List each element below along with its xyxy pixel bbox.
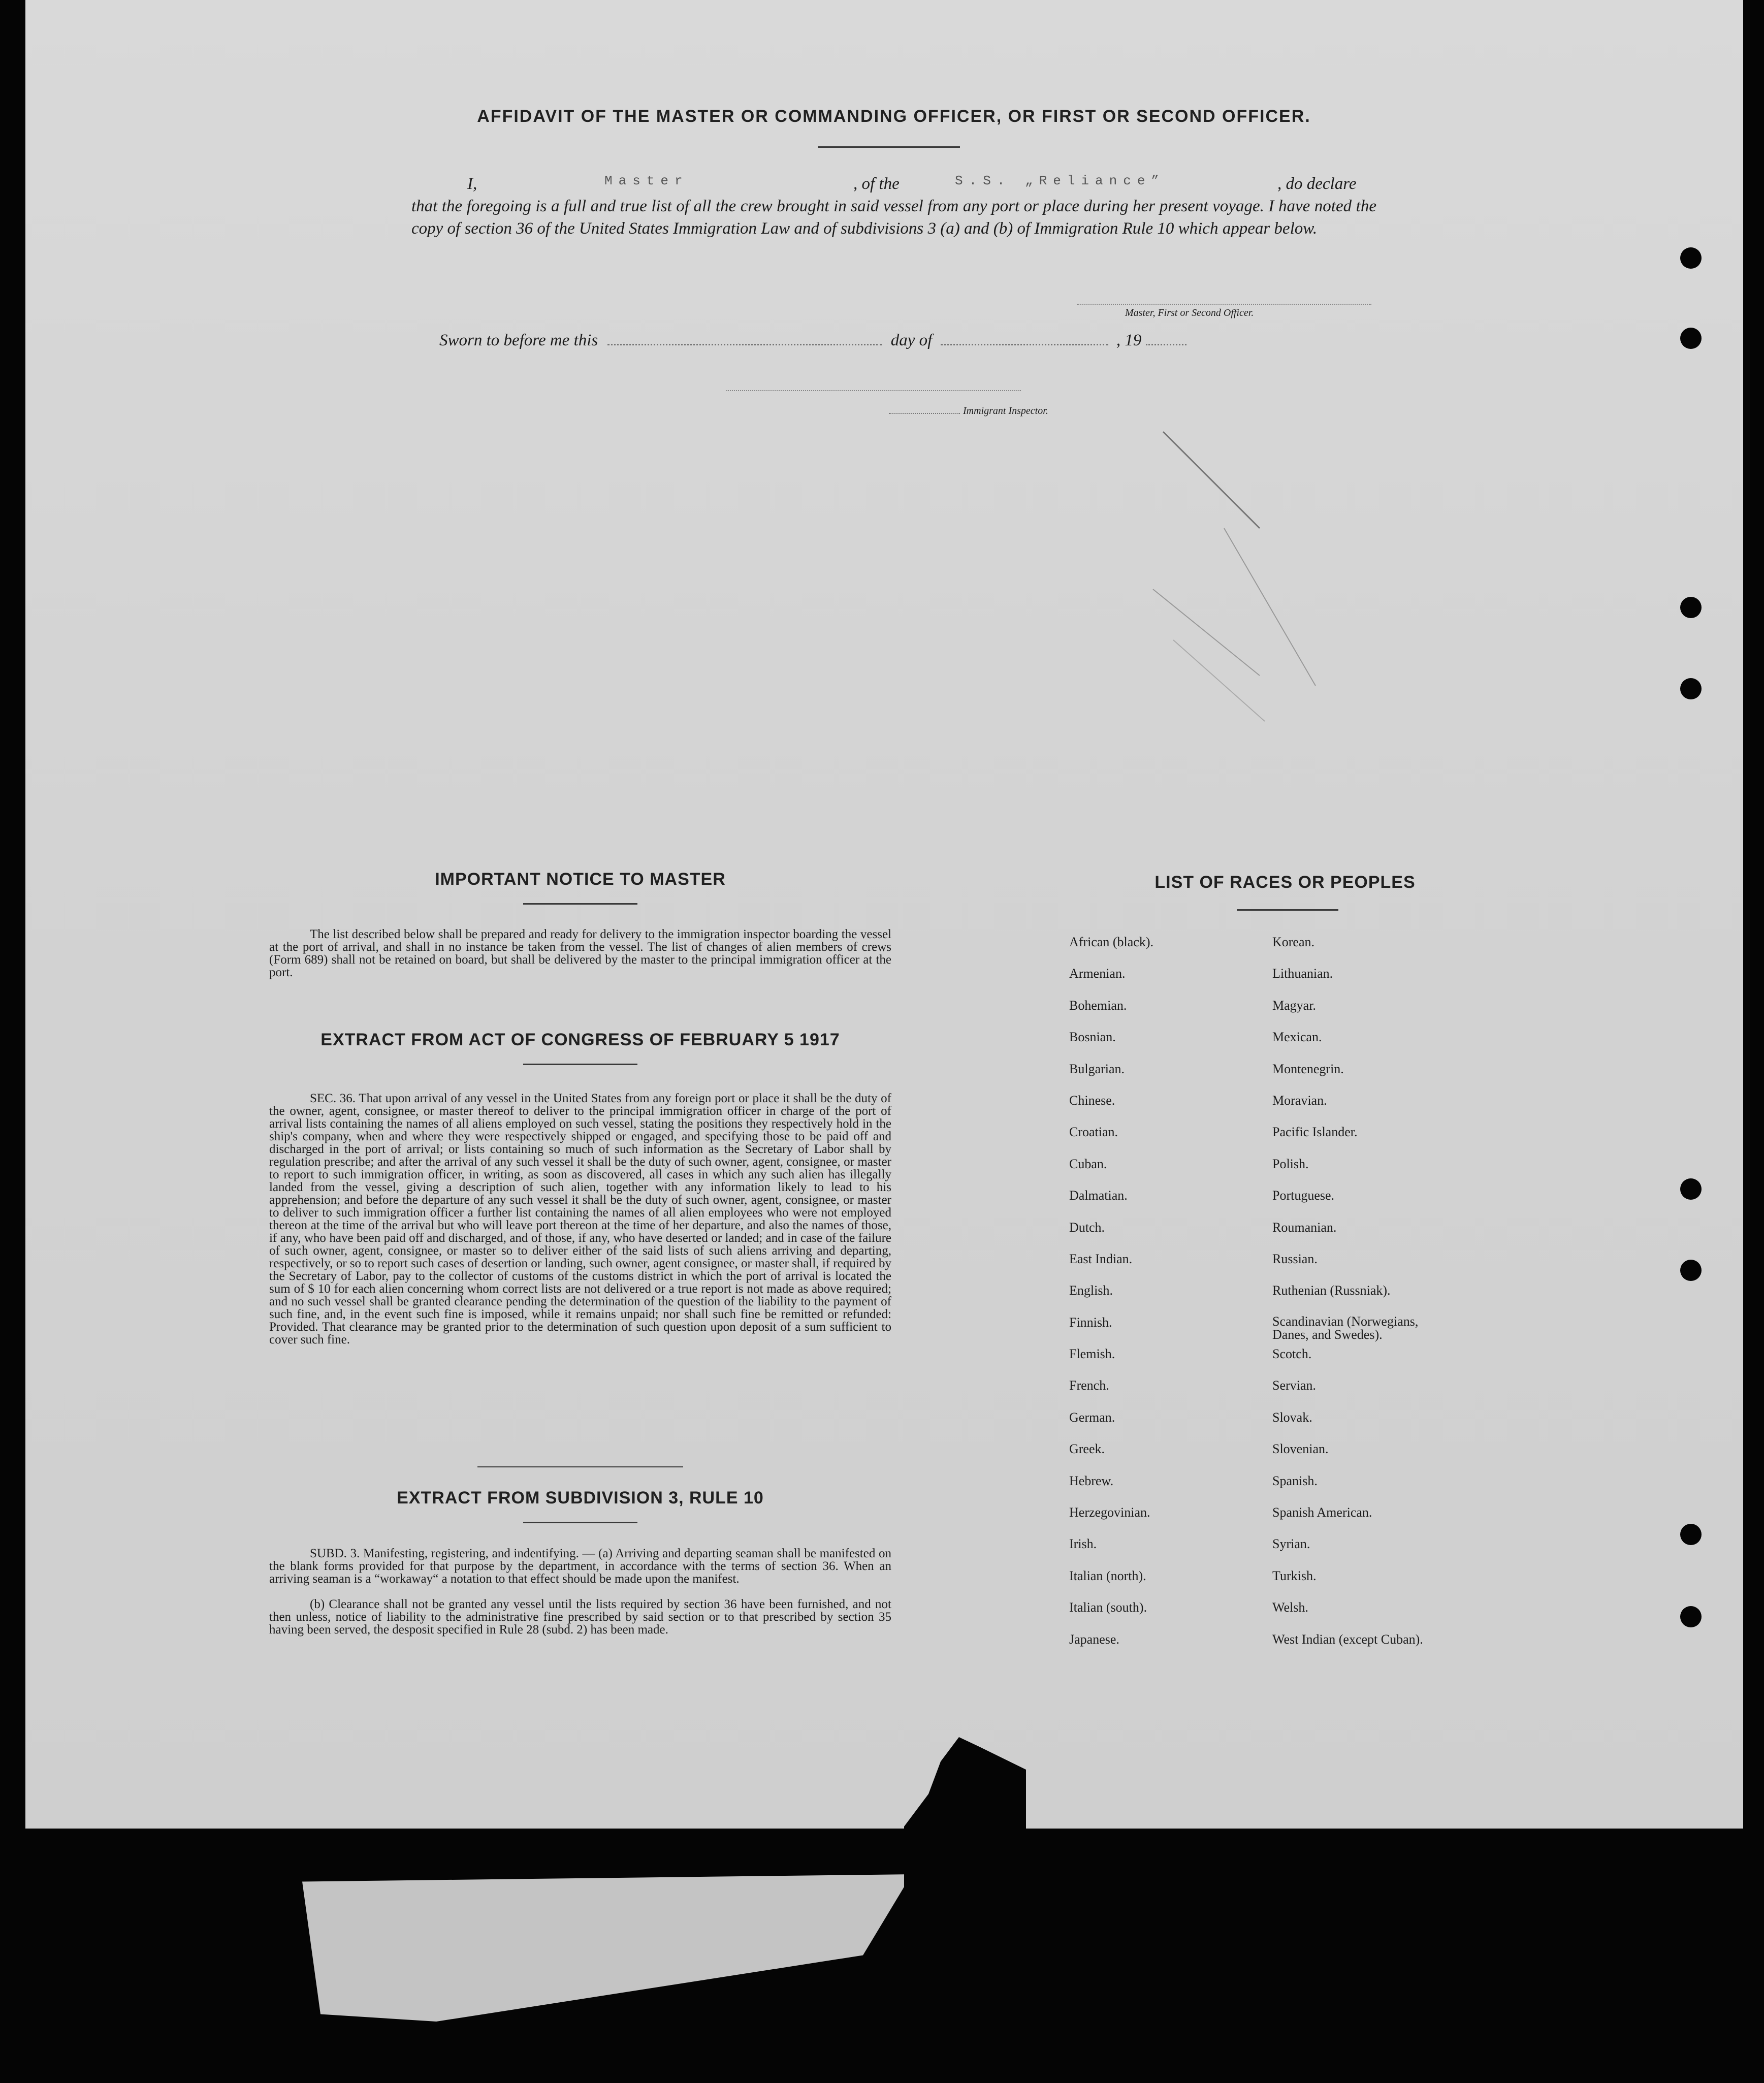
pencil-marks [1143, 422, 1336, 736]
text-i: I, [467, 175, 477, 193]
act-extract-body: SEC. 36. That upon arrival of any vessel in the United States from any foreign port or place it shall be the duty of the owner, agent, consignee, or master thereof to deliver to the principal immigration officer in charge of the port of arrival lists containing the names of all aliens employed on such vessel, stating the positions they respectively hold in the ship's company, when and where they were respectively shipped or engaged, and specifying those to be paid off and discharged in the port of arrival; or lists containing so much of such information as the Secretary of Labor shall by regulation prescribe; and after the arrival of any such vessel it shall be the duty of such owner, agent, consignee, or master to report to such immigration officer, in writing, as soon as discovered, all cases in which any such alien has illegally landed from the vessel, giving a description of such alien, together with any information likely to lead to his apprehension; and before the departure of any such vessel it shall be the duty of such owner, agent, consignee, or master to deliver to such immigration officer a further list containing the names of all alien employees who were not employed thereon at the time of the arrival but who will leave port thereon at the time of her departure, and also the names of those, if any, who have been paid off and discharged, and of those, if any, who have deserted or landed; and in case of the failure of such owner, agent, consignee, or master so to deliver either of the said lists of such aliens arriving and departing, respectively, or so to report such cases of desertion or landing, such owner, agent consignee, or master shall, if required by the Secretary of Labor, pay to the collector of customs of the customs district in which the port of arrival is located the sum of $ 10 for each alien concerning whom correct lists are not delivered or a true report is not made as above required; and no such vessel shall be granted clearance pending the determination of the question of the liability to the payment of such fine, and, in the event such fine is imposed, while it remains unpaid; nor shall such fine be remitted or refunded: Provided. That clearance may be granted prior to the determination of such question upon deposit of a sum sufficient to cover such fine. [269, 1092, 891, 1347]
race-list-item: Ruthenian (Russniak). [1272, 1283, 1391, 1298]
title-divider [818, 146, 960, 148]
race-list-item: East Indian. [1069, 1251, 1133, 1266]
race-list-item: Magyar. [1272, 998, 1316, 1013]
act-extract-title: EXTRACT FROM ACT OF CONGRESS OF FEBRUARY 5 1917 [320, 1030, 840, 1049]
race-list-item: Montenegrin. [1272, 1061, 1344, 1076]
inspector-line [726, 390, 1021, 391]
year-prefix: , 19 [1116, 331, 1142, 349]
race-list-item: Spanish American. [1272, 1505, 1372, 1520]
rule-subd-a: SUBD. 3. Manifesting, registering, and indentifying. — (a) Arriving and departing seaman shall be manifested on the blank forms provided for that purpose by the department, in accordance with the terms of section 36. When an arriving seaman is a “workaway“ a notation to that effect should be made upon the manifest. [269, 1547, 891, 1586]
race-list-item: Korean. [1272, 935, 1315, 949]
affidavit-title: AFFIDAVIT OF THE MASTER OR COMMANDING OFFICER, OR FIRST OR SECOND OFFICER. [477, 107, 1311, 126]
punch-hole [1680, 678, 1702, 699]
punch-hole [1680, 247, 1702, 269]
signature-caption: Master, First or Second Officer. [1125, 307, 1254, 318]
master-name-field: Master [604, 173, 689, 188]
notice-divider [523, 903, 637, 905]
race-list-item: Servian. [1272, 1378, 1316, 1393]
race-list-item: Bulgarian. [1069, 1061, 1125, 1076]
race-list-item: Flemish. [1069, 1347, 1115, 1362]
punch-hole [1680, 597, 1702, 618]
race-list-item: Irish. [1069, 1536, 1097, 1552]
race-list-item: African (black). [1069, 935, 1154, 949]
race-list-item: Hebrew. [1069, 1473, 1114, 1488]
sworn-text: Sworn to before me this [439, 331, 598, 349]
race-list-item: French. [1069, 1378, 1109, 1393]
race-list-item: Portuguese. [1272, 1188, 1335, 1203]
race-list-item: Roumanian. [1272, 1220, 1337, 1235]
race-list-item: English. [1069, 1283, 1113, 1298]
race-list-item: Japanese. [1069, 1631, 1119, 1647]
notice-title: IMPORTANT NOTICE TO MASTER [435, 870, 726, 889]
race-list-item: Armenian. [1069, 966, 1126, 981]
races-divider [1237, 909, 1338, 911]
race-list-item: Syrian. [1272, 1536, 1310, 1552]
race-list-item: Cuban. [1069, 1156, 1107, 1171]
document-page [25, 0, 1743, 1829]
race-list-item: Spanish. [1272, 1473, 1318, 1488]
race-list-item: Herzegovinian. [1069, 1505, 1150, 1520]
races-title: LIST OF RACES OR PEOPLES [1154, 873, 1416, 892]
sworn-month-field [941, 344, 1108, 345]
signature-line [1077, 304, 1371, 305]
race-list-item: Croatian. [1069, 1125, 1118, 1140]
punch-hole [1680, 1178, 1702, 1200]
race-list-item: Bohemian. [1069, 998, 1127, 1013]
sworn-day-field [607, 344, 882, 345]
race-list-item: Pacific Islander. [1272, 1125, 1358, 1140]
affidavit-body [411, 173, 1376, 240]
text-do-declare: , do declare [1277, 175, 1357, 193]
sworn-line [439, 331, 1186, 350]
vessel-name-field: S.S. „Reliance” [955, 173, 1166, 188]
text-of-the: , of the [853, 175, 900, 193]
race-list-item: Dutch. [1069, 1220, 1105, 1235]
race-list-item: Slovenian. [1272, 1441, 1329, 1457]
race-list-item: West Indian (except Cuban). [1272, 1631, 1423, 1647]
race-list-item: Bosnian. [1069, 1030, 1116, 1045]
race-list-item: German. [1069, 1409, 1115, 1425]
race-list-item: Mexican. [1272, 1030, 1322, 1045]
race-list-item: Italian (south). [1069, 1600, 1147, 1615]
race-list-item: Chinese. [1069, 1093, 1115, 1108]
races-column-1 [1069, 935, 1262, 1663]
inspector-caption-dots [889, 413, 960, 414]
race-list-item: Turkish. [1272, 1568, 1317, 1583]
race-list-item: Greek. [1069, 1441, 1105, 1457]
race-list-item: Italian (north). [1069, 1568, 1146, 1583]
inspector-caption [889, 405, 1048, 417]
race-list-item: Moravian. [1272, 1093, 1327, 1108]
punch-hole [1680, 328, 1702, 349]
affidavit-body-text: that the foregoing is a full and true list of all the crew brought in said vessel from any port or place during her present voyage. I have noted the copy of section 36 of the United States Immigration Law and of subdivisions 3 (a) and (b) of Immigration Rule 10 which appear below. [411, 197, 1376, 238]
race-list-item: Finnish. [1069, 1315, 1112, 1330]
notice-body: The list described below shall be prepared and ready for delivery to the immigration inspector boarding the vessel at the port of arrival, and shall in no instance be taken from the vessel. The list of changes of alien members of crews (Form 689) shall not be retained on board, but shall be delivered by the master to the principal immigration officer at the port. [269, 927, 891, 979]
day-of-text: day of [890, 331, 933, 349]
races-column-2 [1272, 935, 1486, 1663]
inspector-caption-text: Immigrant Inspector. [963, 405, 1048, 416]
sworn-year-field [1146, 344, 1186, 345]
race-list-item: Polish. [1272, 1156, 1309, 1171]
affidavit-first-line [411, 173, 1376, 195]
race-list-item: Scotch. [1272, 1347, 1312, 1362]
paper-flap [302, 1874, 912, 2022]
race-list-item: Welsh. [1272, 1600, 1308, 1615]
rule-extract-title: EXTRACT FROM SUBDIVISION 3, RULE 10 [397, 1488, 764, 1508]
act-divider [523, 1064, 637, 1065]
rule-divider [523, 1522, 637, 1523]
punch-hole [1680, 1524, 1702, 1545]
race-list-item: Russian. [1272, 1251, 1318, 1266]
race-list-item: Dalmatian. [1069, 1188, 1128, 1203]
punch-hole [1680, 1606, 1702, 1627]
race-list-item: Lithuanian. [1272, 966, 1333, 981]
rule-subd-b: (b) Clearance shall not be granted any vessel until the lists required by section 36 have been furnished, and not then unless, notice of liability to the administrative fine prescribed by said section or to that prescribed by section 35 having been served, the desposit specified in Rule 28 (subd. 2) has been made. [269, 1597, 891, 1637]
race-list-item: Scandinavian (Norwegians, Danes, and Swedes). [1272, 1313, 1419, 1342]
punch-hole [1680, 1260, 1702, 1281]
race-list-item: Slovak. [1272, 1409, 1312, 1425]
act-end-divider [477, 1466, 683, 1467]
